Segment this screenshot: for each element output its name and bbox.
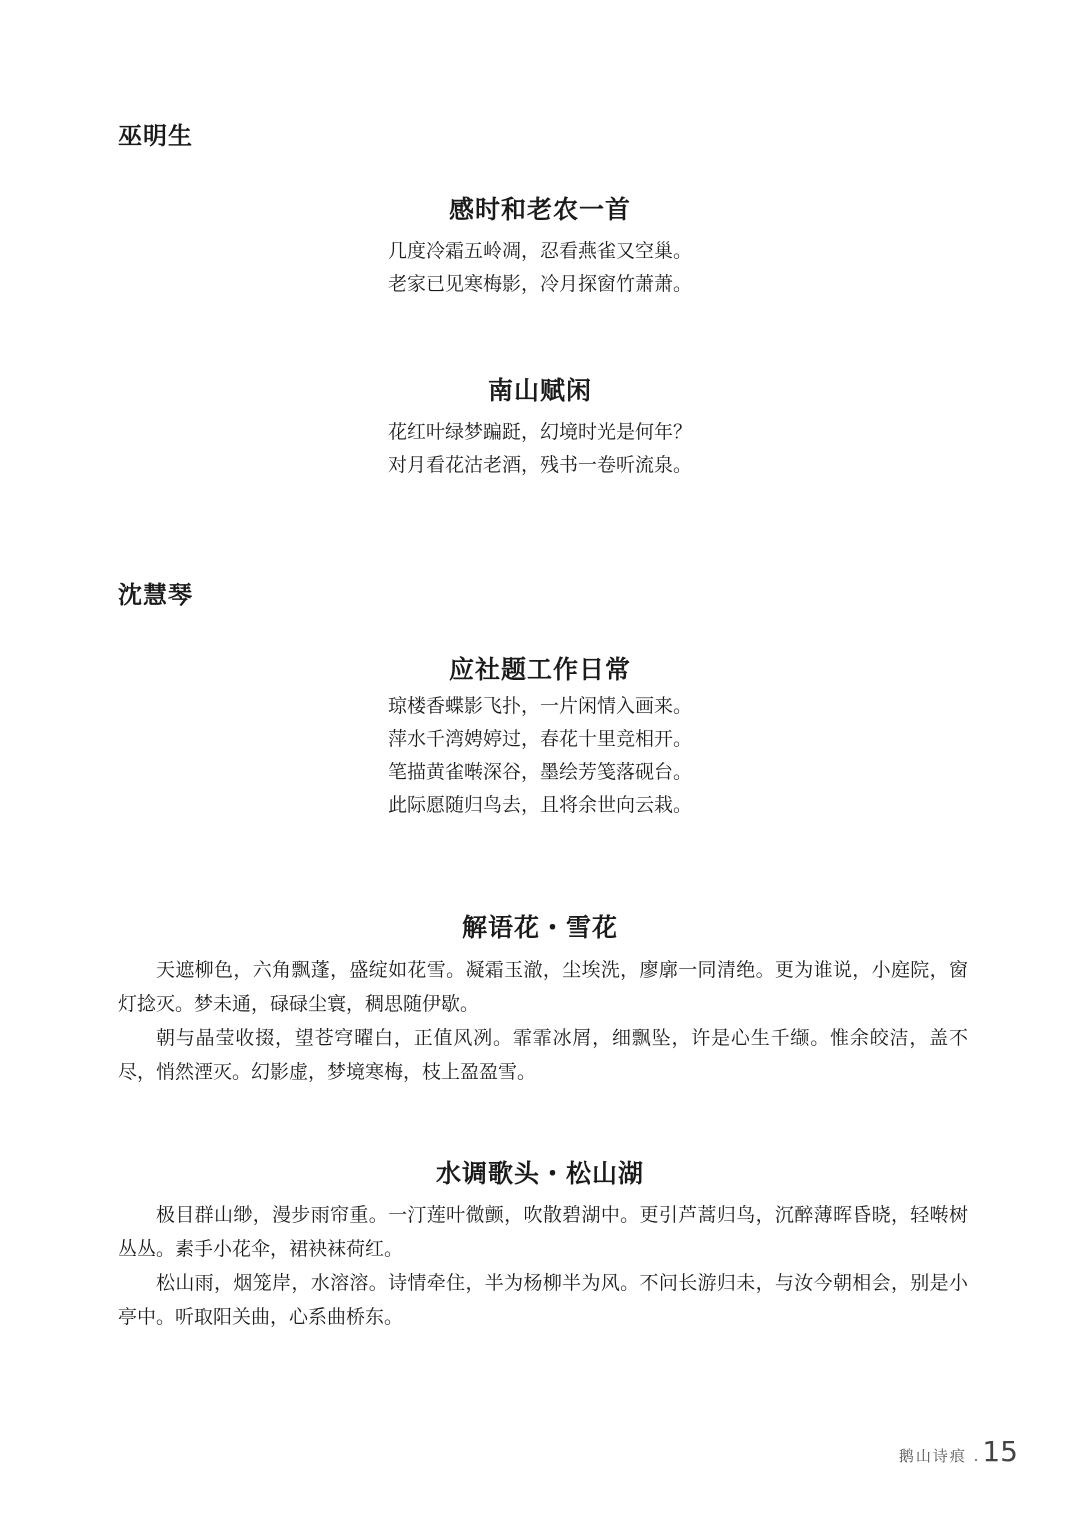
poem-line: 萍水千湾娉婷过，春花十里竞相开。 [387,728,692,750]
ci-body [118,1198,968,1334]
poem-line: 对月看花沽老酒，残书一卷听流泉。 [387,454,692,476]
author-name: 巫明生 [118,121,193,150]
ci-body [118,953,968,1089]
page-footer [899,1435,1018,1468]
poem-line: 琼楼香蝶影飞扑，一片闲情入画来。 [387,695,692,717]
ci-title: 水调歌头・松山湖 [435,1159,644,1188]
poem-body [0,690,1080,822]
ci-paragraph: 天遮柳色，六角飘蓬，盛绽如花雪。凝霜玉澈，尘埃洗，廖廓一同清绝。更为谁说，小庭院，窗灯捻灭。梦未通，碌碌尘寰，稠思随伊歇。 [118,959,968,1015]
poem-title: 南山赋闲 [487,376,592,405]
ci-title: 解语花・雪花 [461,913,618,942]
poem-title: 感时和老农一首 [448,195,631,224]
poem-line: 几度冷霜五岭凋，忍看燕雀又空巢。 [387,240,692,262]
page-number: 15 [982,1435,1018,1468]
poem-line: 老家已见寒梅影，冷月探窗竹萧萧。 [387,273,692,295]
author-name: 沈慧琴 [118,580,193,609]
poem-title: 应社题工作日常 [448,655,631,684]
ci-paragraph: 松山雨，烟笼岸，水溶溶。诗情牵住，半为杨柳半为风。不问长游归未，与汝今朝相会，别是小亭中。听取阳关曲，心系曲桥东。 [118,1272,968,1328]
poem-line: 此际愿随归鸟去，且将余世向云栽。 [387,794,692,816]
poem-line: 花红叶绿梦蹁跹，幻境时光是何年？ [387,421,692,443]
magazine-name: 鹅山诗痕 . [898,1447,981,1465]
poem-line: 笔描黄雀啭深谷，墨绘芳笺落砚台。 [387,761,692,783]
ci-paragraph: 朝与晶莹收掇，望苍穹曜白，正值风冽。霏霏冰屑，细飘坠，许是心生千缬。惟余皎洁，盖不尽，悄然湮灭。幻影虚，梦境寒梅，枝上盈盈雪。 [118,1027,968,1083]
ci-paragraph: 极目群山缈，漫步雨帘重。一汀莲叶微颤，吹散碧湖中。更引芦蒿归鸟，沉醉薄晖昏晓，轻啭树丛丛。素手小花伞，裙袂袜荷红。 [118,1204,968,1260]
poem-body [0,235,1080,301]
poem-body [0,416,1080,482]
